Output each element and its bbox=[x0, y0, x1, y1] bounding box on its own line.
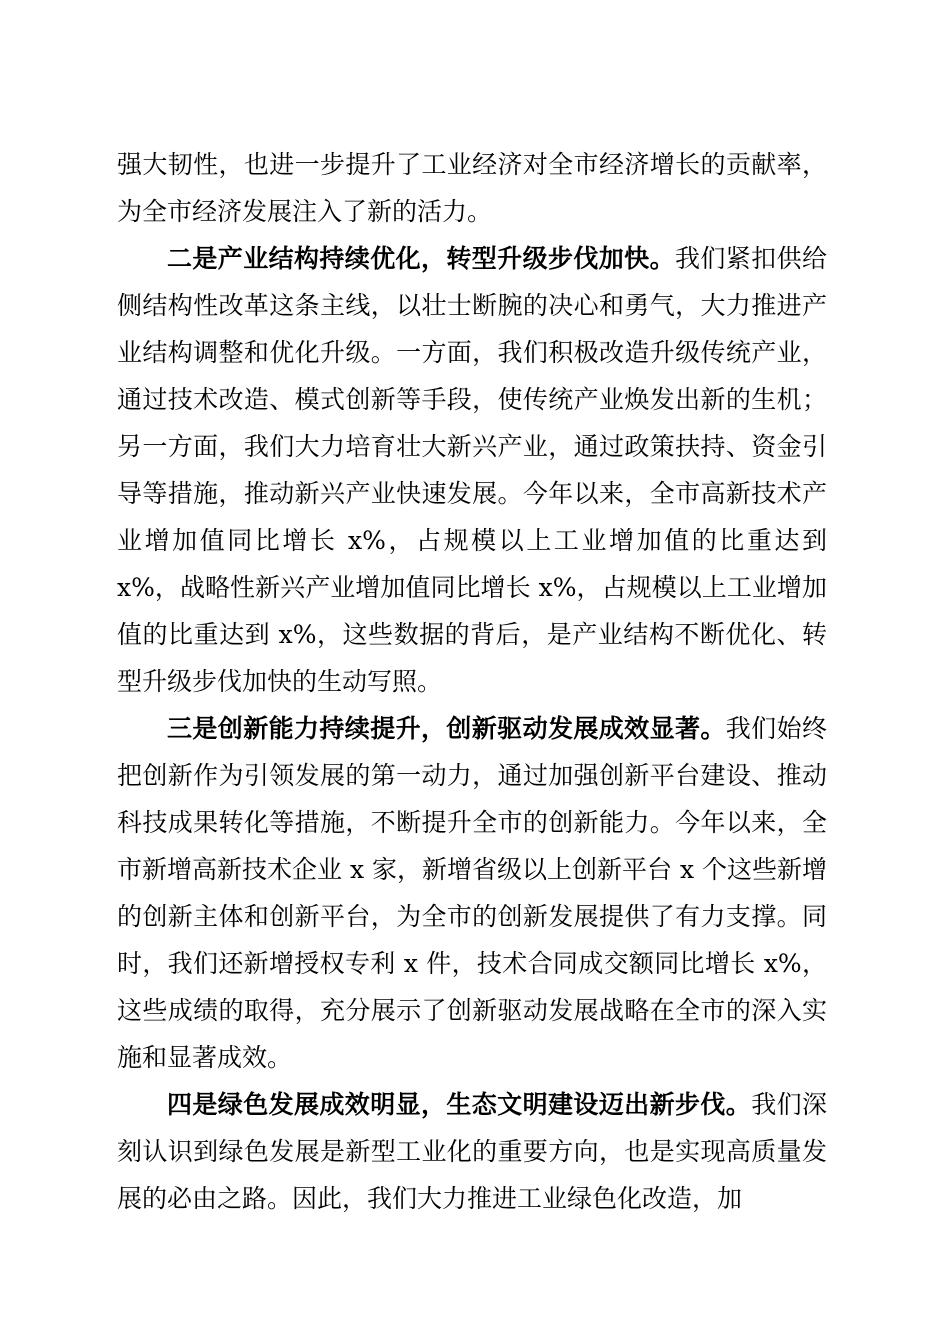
paragraph-heading: 二是产业结构持续优化，转型升级步伐加快。 bbox=[167, 244, 675, 273]
paragraph-body: 我们深刻认识到绿色发展是新型工业化的重要方向，也是实现高质量发展的必由之路。因此，我们大力推进工业绿色化改造，加 bbox=[117, 1090, 827, 1213]
paragraph-continuation bbox=[117, 141, 827, 235]
paragraph-heading: 四是绿色发展成效明显，生态文明建设迈出新步伐。 bbox=[167, 1090, 752, 1119]
paragraph-heading: 三是创新能力持续提升，创新驱动发展成效显著。 bbox=[167, 714, 726, 743]
paragraph-innovation bbox=[117, 705, 827, 1081]
paragraph-industrial-structure bbox=[117, 235, 827, 705]
paragraph-green-development bbox=[117, 1081, 827, 1222]
document-page bbox=[117, 141, 827, 1222]
paragraph-body: 我们始终把创新作为引领发展的第一动力，通过加强创新平台建设、推动科技成果转化等措施，不断提升全市的创新能力。今年以来，全市新增高新技术企业 x 家，新增省级以上创新平台 x 个这些新增的创新主体和创新平台，为全市的创新发展提供了有力支撑。同时，我们还新增授权专利 x 件，技术合同成交额同比增长 x%，这些成绩的取得，充分展示了创新驱动发展战略在全市的深入实施和显著成效。 bbox=[117, 714, 827, 1072]
paragraph-body: 我们紧扣供给侧结构性改革这条主线，以壮士断腕的决心和勇气，大力推进产业结构调整和优化升级。一方面，我们积极改造升级传统产业，通过技术改造、模式创新等手段，使传统产业焕发出新的生机；另一方面，我们大力培育壮大新兴产业，通过政策扶持、资金引导等措施，推动新兴产业快速发展。今年以来，全市高新技术产业增加值同比增长 x%，占规模以上工业增加值的比重达到 x%，战略性新兴产业增加值同比增长 x%，占规模以上工业增加值的比重达到 x%，这些数据的背后，是产业结构不断优化、转型升级步伐加快的生动写照。 bbox=[117, 244, 827, 696]
paragraph-body: 强大韧性，也进一步提升了工业经济对全市经济增长的贡献率，为全市经济发展注入了新的活力。 bbox=[117, 150, 827, 226]
